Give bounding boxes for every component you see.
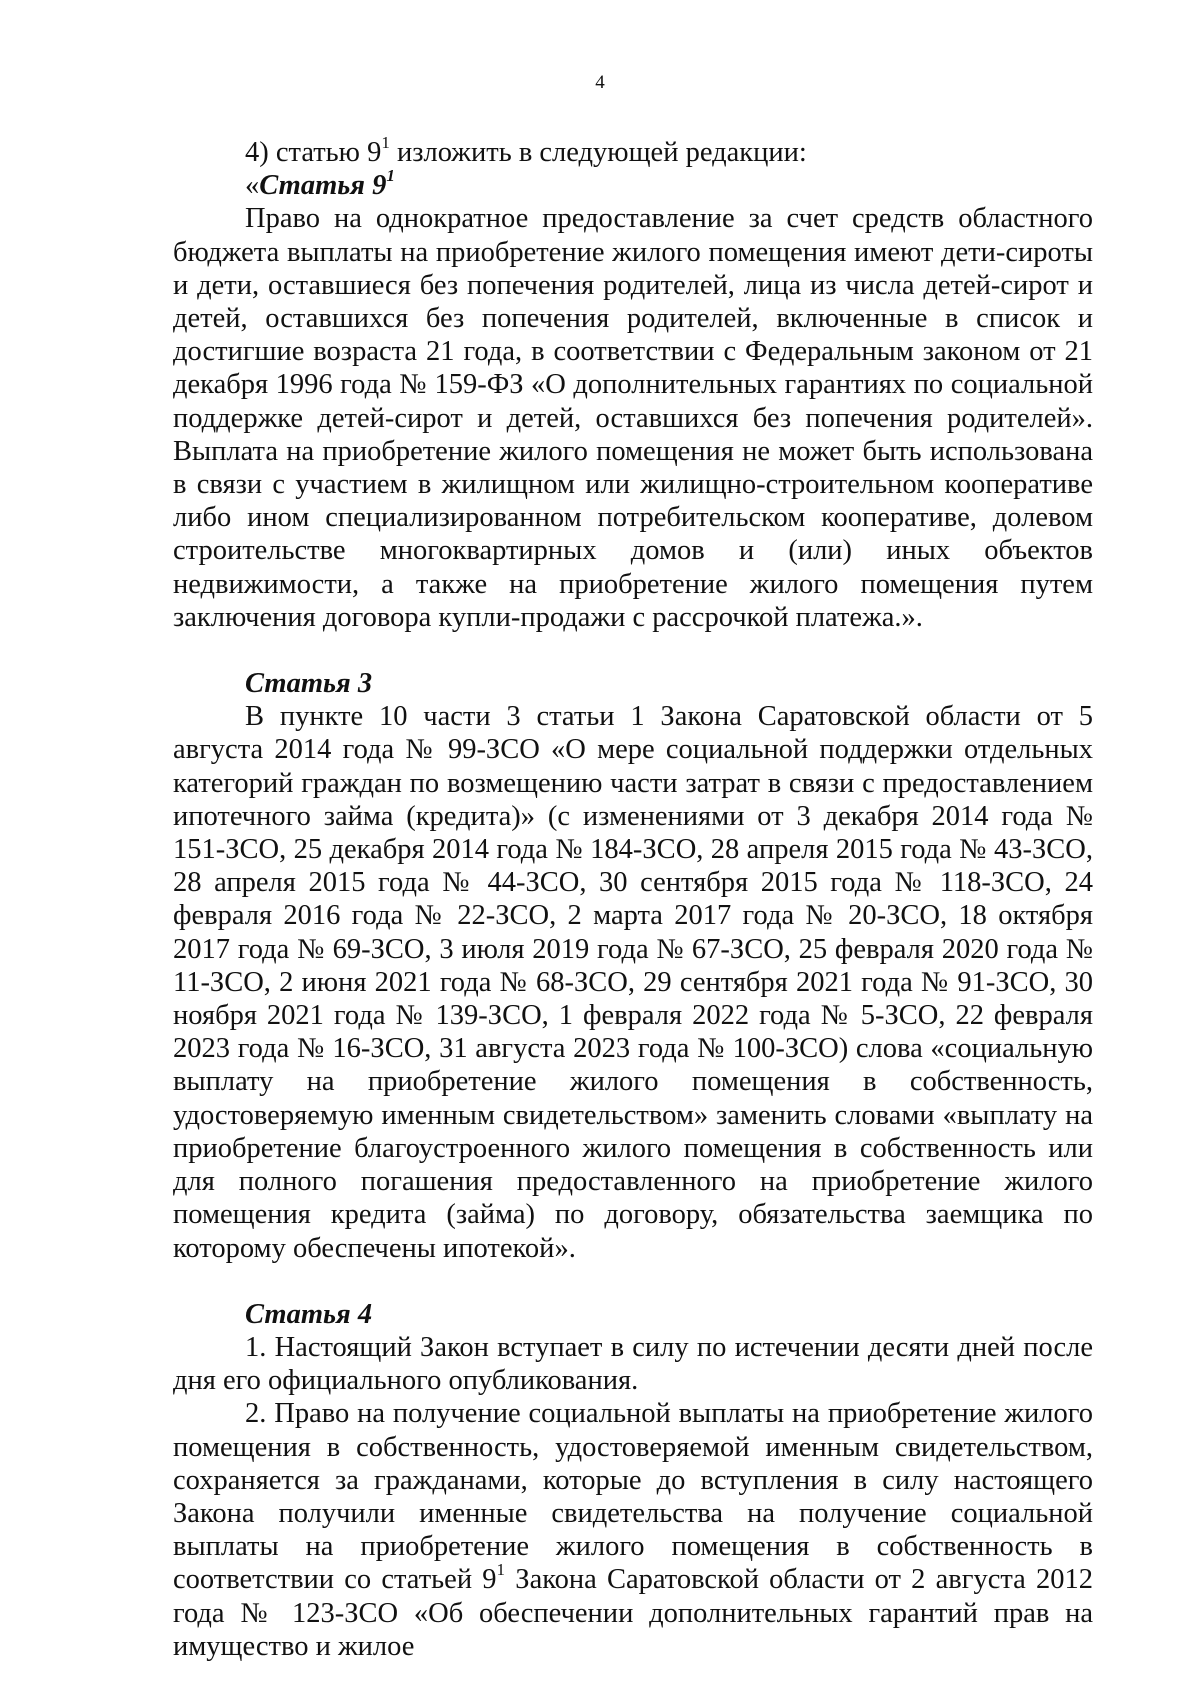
article-3-heading: Статья 3 bbox=[245, 668, 373, 700]
article-9-1-text: Право на однократное предоставление за счет средств областного бюджета выплаты на приобретение жилого помещения имеют дети-сироты и дети, оставшиеся без попечения родителей, лица из числа детей-сирот и детей, оставшихся без попечения родителей, включенные в список и достигшие возраста 21 года, в соответствии с Федеральным законом от 21 декабря 1996 года № 159-ФЗ «О дополнительных гарантиях по социальной поддержке детей-сирот и детей, оставшихся без попечения родителей». Выплата на приобретение жилого помещения не может быть использована в связи с участием в жилищном или жилищно-строительном кооперативе либо ином специализированном потребительском кооперативе, долевом строительстве многоквартирных домов и (или) иных объектов недвижимости, а также на приобретение жилого помещения путем заключения договора купли-продажи с рассрочкой платежа.». bbox=[173, 203, 1093, 633]
document-body bbox=[173, 132, 1093, 1663]
amendment-intro bbox=[173, 132, 1093, 169]
article-9-1-superscript: 1 bbox=[386, 166, 395, 186]
article-4-paragraph-1: 1. Настоящий Закон вступает в силу по истечении десяти дней после дня его официального опубликования. bbox=[173, 1331, 1093, 1397]
article-4-paragraph-2-superscript: 1 bbox=[496, 1560, 506, 1580]
amendment-intro-superscript: 1 bbox=[381, 132, 390, 152]
spacer bbox=[173, 634, 1093, 667]
article-9-1-heading bbox=[173, 166, 1093, 202]
amendment-intro-rest: изложить в следующей редакции: bbox=[389, 137, 807, 168]
article-9-1-title: Статья 9 bbox=[259, 170, 387, 202]
article-3-text: В пункте 10 части 3 статьи 1 Закона Саратовской области от 5 августа 2014 года № 99-ЗСО «О мере социальной поддержки отдельных категорий граждан по возмещению части затрат в связи с предоставлением ипотечного займа (кредита)» (с изменениями от 3 декабря 2014 года № 151-ЗСО, 25 декабря 2014 года № 184-ЗСО, 28 апреля 2015 года № 43-ЗСО, 28 апреля 2015 года № 44-ЗСО, 30 сентября 2015 года № 118-ЗСО, 24 февраля 2016 года № 22-ЗСО, 2 марта 2017 года № 20-ЗСО, 18 октября 2017 года № 69-ЗСО, 3 июля 2019 года № 67-ЗСО, 25 февраля 2020 года № 11-ЗСО, 2 июня 2021 года № 68-ЗСО, 29 сентября 2021 года № 91-ЗСО, 30 ноября 2021 года № 139-ЗСО, 1 февраля 2022 года № 5-ЗСО, 22 февраля 2023 года № 16-ЗСО, 31 августа 2023 года № 100-ЗСО) слова «социальную выплату на приобретение жилого помещения в собственность, удостоверяемую именным свидетельством» заменить словами «выплату на приобретение благоустроенного жилого помещения в собственность или для полного погашения предоставленного на приобретение жилого помещения кредита (займа) по договору, обязательства заемщика по которому обеспечены ипотекой». bbox=[173, 701, 1093, 1264]
article-4-paragraph-2-start: 2. Право на получение социальной выплаты на приобретение жилого помещения в собственность, удостоверяемой именным свидетельством, сохраняется за гражданами, которые до вступления в силу настоящего Закона получили именные свидетельства на получение социальной выплаты на приобретение жилого помещения в собственность в соответствии со статьей 9 bbox=[173, 1398, 1093, 1596]
amendment-intro-text: 4) статью 9 bbox=[245, 137, 382, 168]
article-4-paragraph-2 bbox=[173, 1397, 1093, 1663]
article-4-paragraph-2-end: Закона Саратовской области от 2 августа 2012 года № 123-ЗСО «Об обеспечении дополнительных гарантий прав на имущество и жилое bbox=[173, 1564, 1093, 1662]
article-4-heading: Статья 4 bbox=[245, 1298, 373, 1330]
spacer bbox=[173, 1265, 1093, 1298]
page-number: 4 bbox=[595, 72, 605, 93]
article-open-quote: « bbox=[245, 170, 260, 202]
